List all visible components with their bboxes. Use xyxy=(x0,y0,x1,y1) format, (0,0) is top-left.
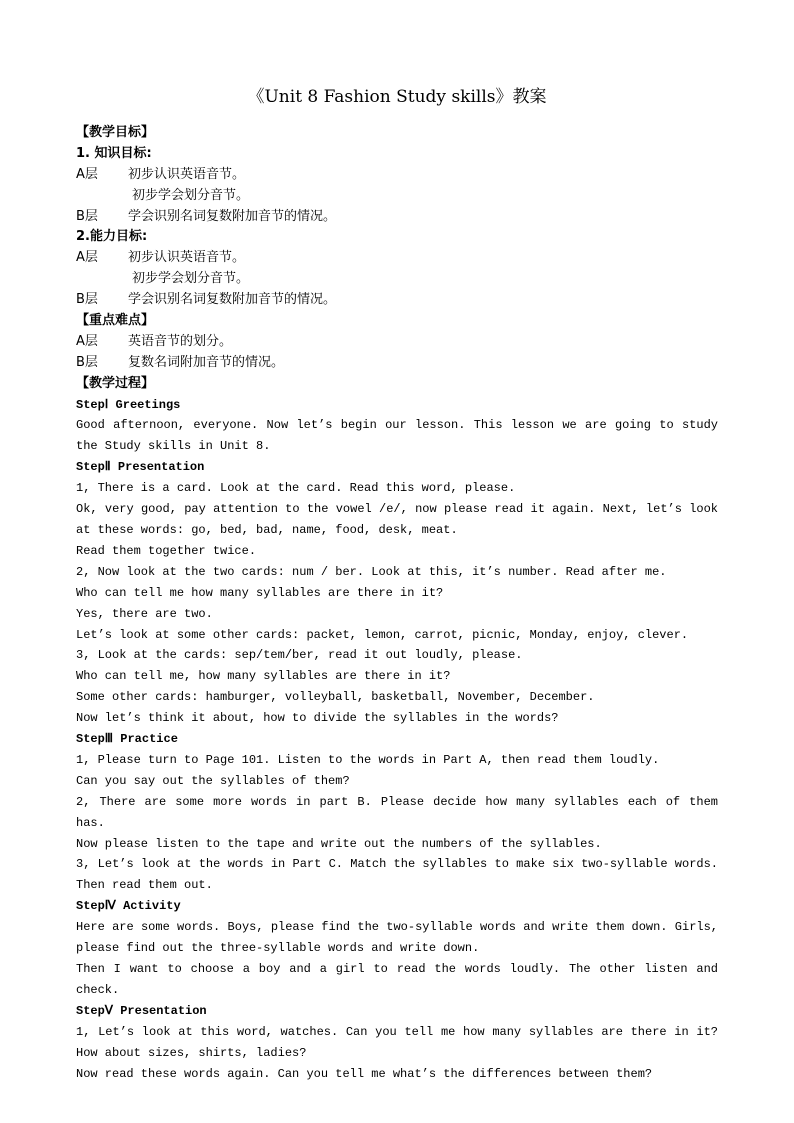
paragraph: 2, There are some more words in part B. Please decide how many syllables each of them has. xyxy=(76,794,718,830)
paragraph: Now read these words again. Can you tell me what’s the differences between them? xyxy=(76,1066,653,1081)
ability-item: B层 学会识别名词复数附加音节的情况。 xyxy=(76,292,337,308)
paragraph: Some other cards: hamburger, volleyball, basketball, November, December. xyxy=(76,690,595,705)
paragraph: Then I want to choose a boy and a girl to read the words loudly. The other listen and check. xyxy=(76,961,718,997)
knowledge-item: B层 学会识别名词复数附加音节的情况。 xyxy=(76,208,337,224)
step-title: StepⅤ Presentation xyxy=(76,1003,207,1018)
objectives-heading: 【教学目标】 xyxy=(76,125,155,140)
paragraph: 3, Look at the cards: sep/tem/ber, read it out loudly, please. xyxy=(76,648,523,663)
knowledge-item: A层 初步认识英语音节。 xyxy=(76,166,246,182)
paragraph: Here are some words. Boys, please find the two-syllable words and write them down. Girls, please find out the three-syllable words and write down. xyxy=(76,920,718,956)
paragraph: 3, Let’s look at the words in Part C. Match the syllables to make six two-syllable words. Then read them out. xyxy=(76,857,718,893)
knowledge-heading: 1. 知识目标: xyxy=(76,145,152,161)
step-title: StepⅢ Practice xyxy=(76,732,178,747)
knowledge-item: 初步学会划分音节。 xyxy=(132,187,250,203)
key-point-item: A层 英语音节的划分。 xyxy=(76,333,233,349)
ability-item: A层 初步认识英语音节。 xyxy=(76,250,246,266)
paragraph: Read them together twice. xyxy=(76,543,257,558)
page-title: 《Unit 8 Fashion Study skills》教案 xyxy=(247,87,547,107)
paragraph: Let’s look at some other cards: packet, lemon, carrot, picnic, Monday, enjoy, clever. xyxy=(76,627,689,642)
paragraph: Good afternoon, everyone. Now let’s begin our lesson. This lesson we are going to study the Study skills in Unit 8. xyxy=(76,418,718,454)
step-title: StepⅣ Activity xyxy=(76,899,181,914)
process-heading: 【教学过程】 xyxy=(76,375,155,391)
paragraph: 1, Please turn to Page 101. Listen to the words in Part A, then read them loudly. xyxy=(76,752,660,767)
paragraph: Ok, very good, pay attention to the vowel /e/, now please read it again. Next, let’s look at these words: go, bed, bad, name, food, desk, meat. xyxy=(76,502,718,537)
paragraph: Who can tell me how many syllables are there in it? xyxy=(76,585,444,600)
paragraph: Who can tell me, how many syllables are there in it? xyxy=(76,669,451,684)
step-title: StepⅡ Presentation xyxy=(76,460,205,475)
step-title: StepⅠ Greetings xyxy=(76,397,181,412)
paragraph: 1, There is a card. Look at the card. Read this word, please. xyxy=(76,481,516,496)
paragraph: Now let’s think it about, how to divide the syllables in the words? xyxy=(76,711,559,726)
ability-heading: 2.能力目标: xyxy=(76,229,148,245)
key-points-heading: 【重点难点】 xyxy=(76,313,155,329)
key-point-item: B层 复数名词附加音节的情况。 xyxy=(76,354,285,370)
lesson-plan xyxy=(76,86,718,1084)
ability-item: 初步学会划分音节。 xyxy=(132,271,250,287)
paragraph: 2, Now look at the two cards: num / ber. Look at this, it’s number. Read after me. xyxy=(76,564,667,579)
paragraph: Yes, there are two. xyxy=(76,606,213,621)
paragraph: 1, Let’s look at this word, watches. Can you tell me how many syllables are there in it? How about sizes, shirts, ladies? xyxy=(76,1024,718,1060)
paragraph: Can you say out the syllables of them? xyxy=(76,773,350,788)
paragraph: Now please listen to the tape and write out the numbers of the syllables. xyxy=(76,836,602,851)
